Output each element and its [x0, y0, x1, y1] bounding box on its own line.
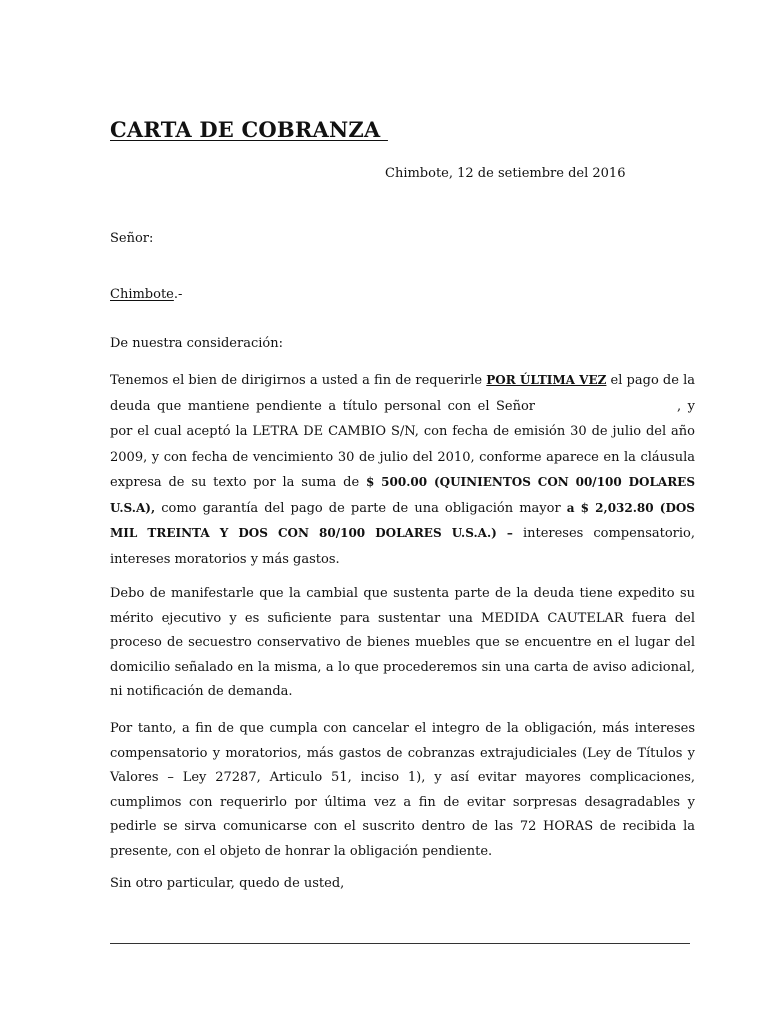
- paragraph-demand-text-4: como garantía del pago de parte de una obligación mayor: [155, 500, 567, 516]
- paragraph-demand-text-2: el pago de la deuda que mantiene pendiente a título personal con el Señor: [110, 373, 695, 414]
- amount-total: a $ 2,032.80 (DOS MIL TREINTA Y DOS CON 80/100 DOLARES U.S.A.) –: [110, 500, 695, 540]
- closing-line: Sin otro particular, quedo de usted,: [110, 876, 345, 891]
- paragraph-demand-text-1: Tenemos el bien de dirigirnos a usted a fin de requerirle: [110, 373, 487, 388]
- amount-letter: $ 500.00 (QUINIENTOS CON 00/100 DOLARES U.S.A),: [110, 475, 695, 515]
- last-time-emphasis: POR ÚLTIMA VEZ: [486, 373, 607, 387]
- paragraph-demand-text-5: intereses compensatorio, intereses moratorios y más gastos.: [110, 526, 695, 567]
- signature-line: [110, 943, 690, 944]
- paragraph-demand: [110, 368, 695, 572]
- paragraph-request: Por tanto, a fin de que cumpla con cancelar el integro de la obligación, más intereses compensatorio y moratorios, más gastos de cobranzas extrajudiciales (Ley de Títulos y Valores – Ley 27287, Articulo 51, inciso 1), y así evitar mayores complicaciones, cumplimos con requerirlo por última vez a fin de evitar sorpresas desagradables y pedirle se sirva comunicarse con el suscrito dentro de las 72 HORAS de recibida la presente, con el objeto de honrar la obligación pendiente.: [110, 721, 695, 859]
- paragraph-demand-text-3: , y por el cual aceptó la LETRA DE CAMBIO S/N, con fecha de emisión 30 de julio del año 2009, y con fecha de vencimiento 30 de julio del 2010, conforme aparece en la cláusula expresa de su texto por la suma de: [110, 398, 696, 490]
- greeting: De nuestra consideración:: [110, 336, 283, 351]
- recipient-salutation: Señor:: [110, 231, 154, 246]
- paragraph-legal-warning: Debo de manifestarle que la cambial que sustenta parte de la deuda tiene expedito su mérito ejecutivo y es suficiente para sustentar una MEDIDA CAUTELAR fuera del proceso de secuestro conservativo de bienes muebles que se encuentre en el lugar del domicilio señalado en la misma, a lo que procederemos sin una carta de aviso adicional, ni notificación de demanda.: [110, 586, 695, 699]
- city-name: Chimbote: [110, 287, 174, 302]
- recipient-city: [110, 287, 182, 302]
- letter-date: Chimbote, 12 de setiembre del 2016: [385, 166, 626, 181]
- city-suffix: .-: [173, 287, 183, 302]
- letter-title: CARTA DE COBRANZA: [110, 117, 388, 142]
